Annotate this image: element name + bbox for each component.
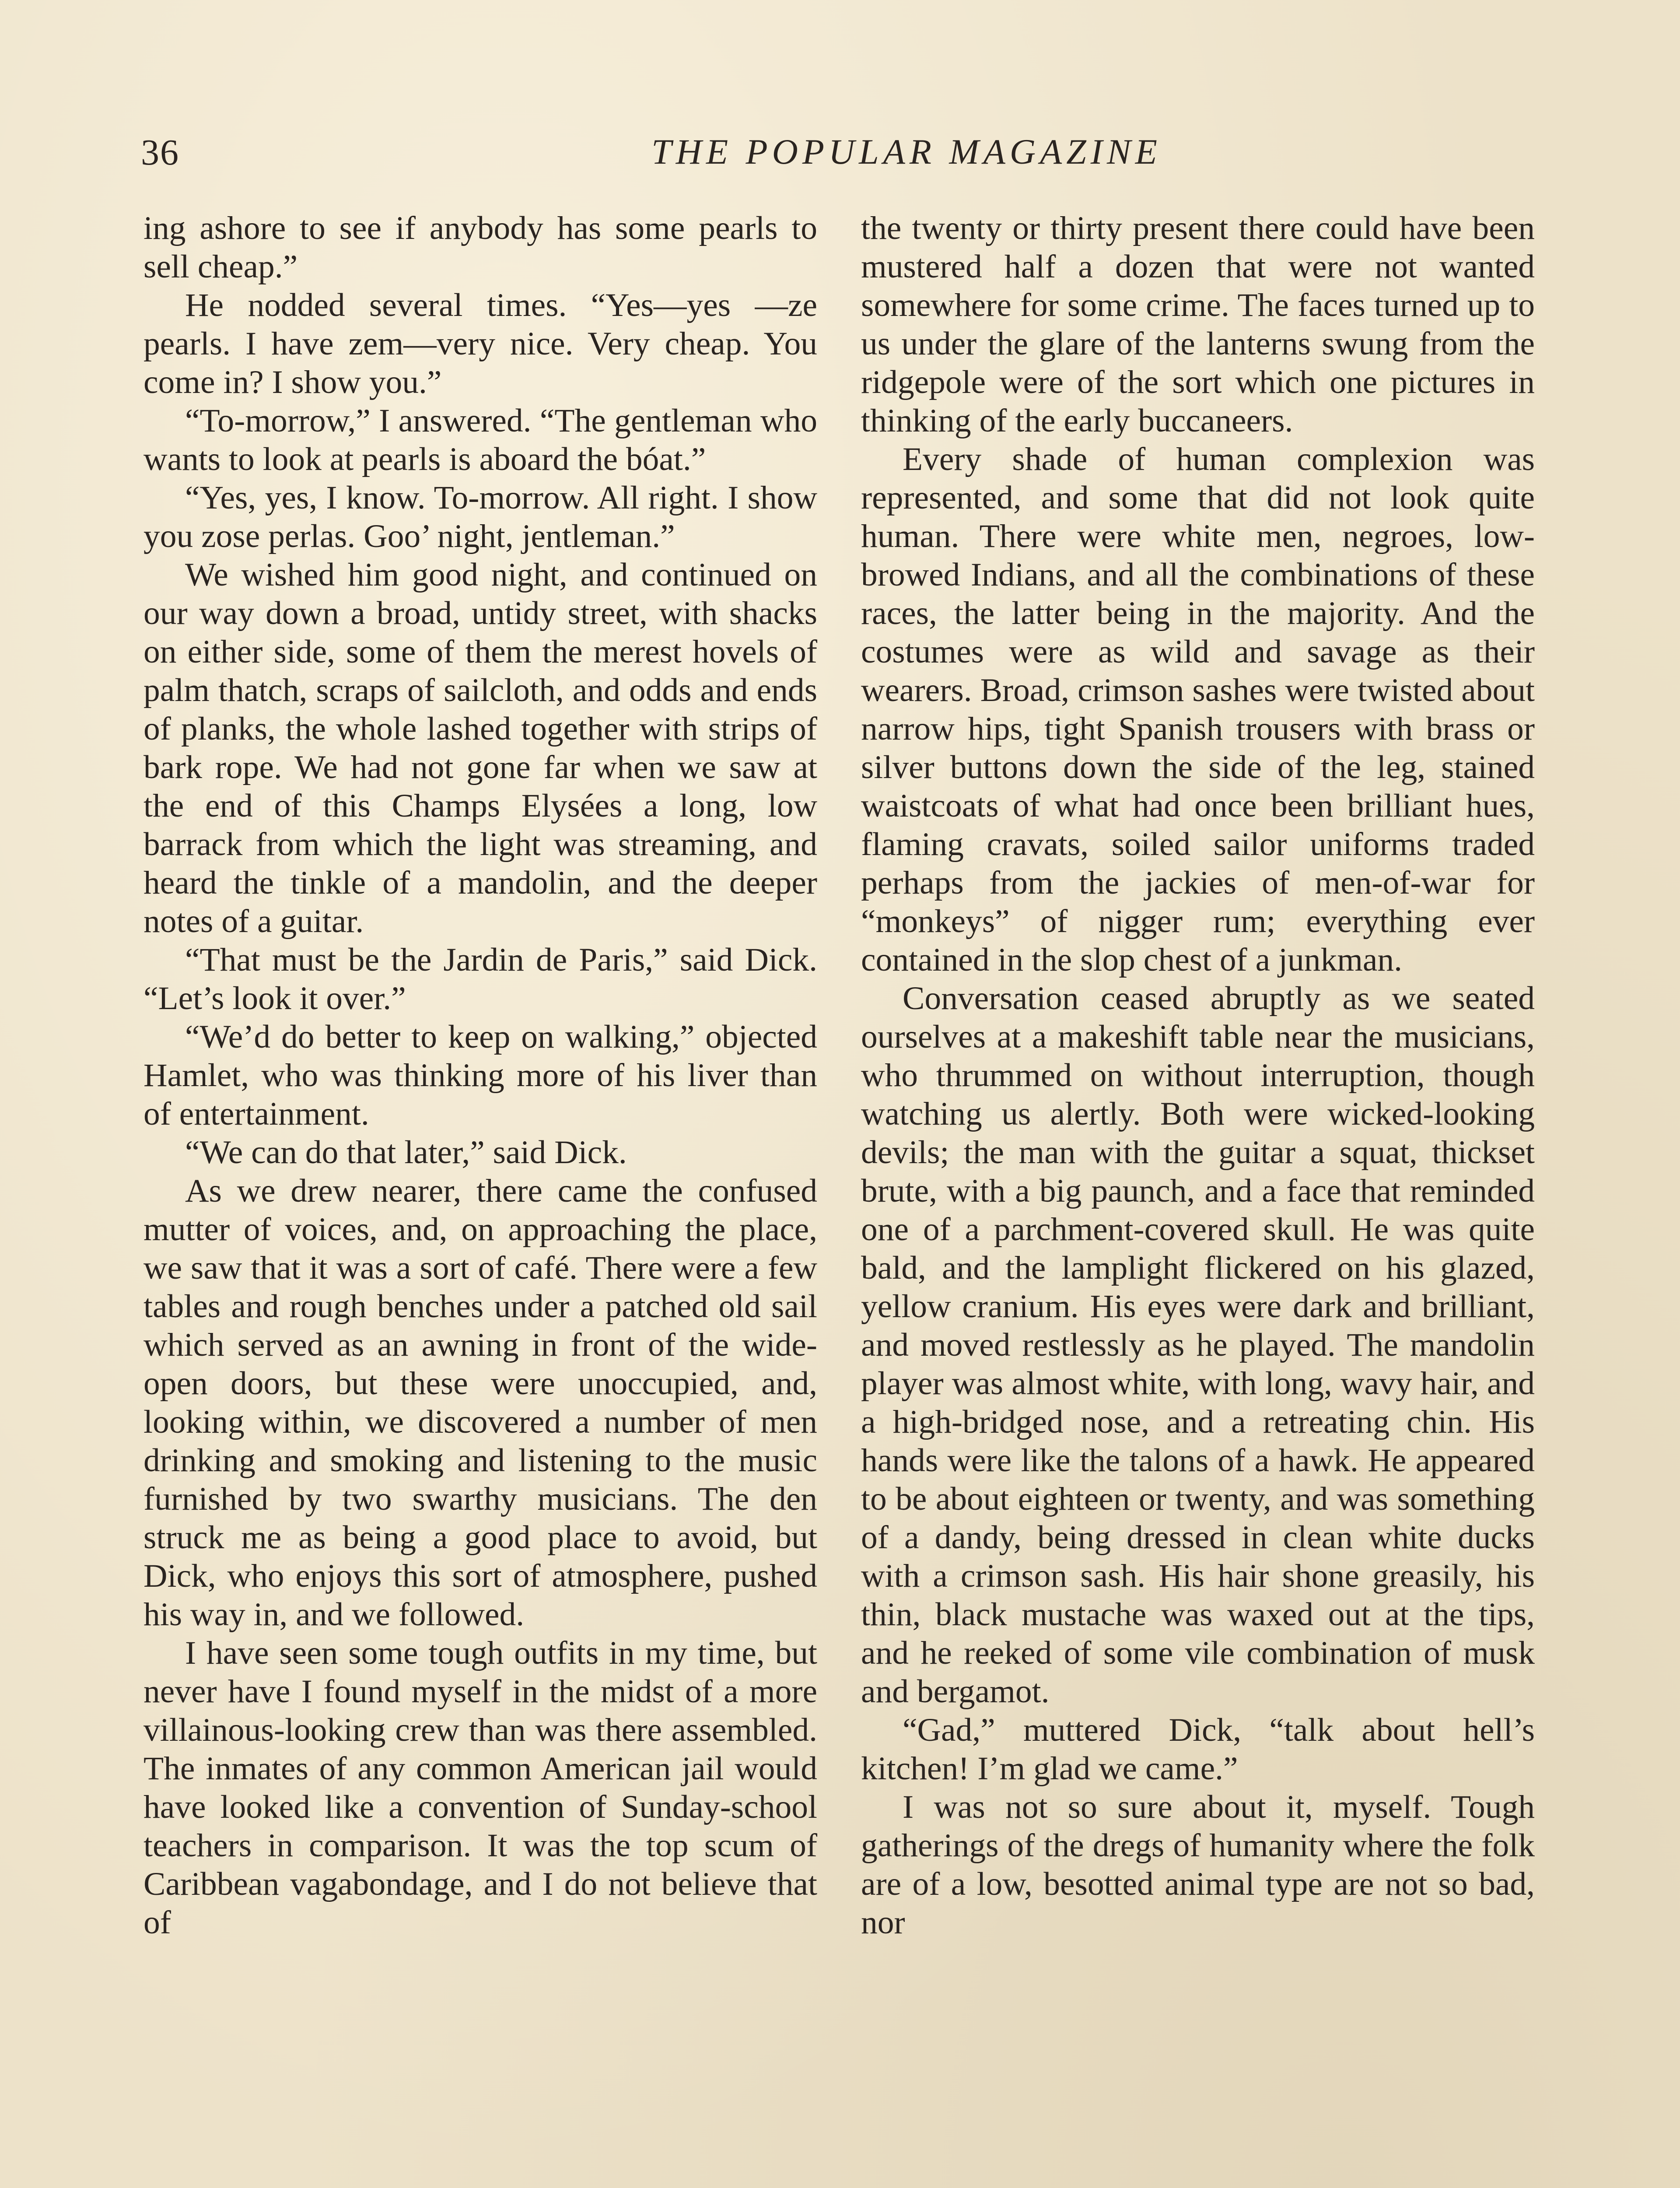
paragraph: Every shade of human complexion was represented, and some that did not look quite human. There were white men, negroes, low-browed Indians, and all the combinations of these races, the latter being in the majority. And the costumes were as wild and savage as their wearers. Broad, crimson sashes were twisted about narrow hips, tight Spanish trousers with brass or silver buttons down the side of the leg, stained waistcoats of what had once been brilliant hues, flaming cravats, soiled sailor uniforms traded perhaps from the jackies of men-of-war for “monkeys” of nigger rum; everything ever contained in the slop chest of a junkman. [861, 441, 1535, 978]
paragraph: “Gad,” muttered Dick, “talk about hell’s kitchen! I’m glad we came.” [861, 1712, 1535, 1787]
paragraph: “We’d do better to keep on walking,” objected Hamlet, who was thinking more of his liver than of entertainment. [144, 1019, 817, 1132]
paragraph: We wished him good night, and continued on our way down a broad, untidy street, with shacks on either side, some of them the merest hovels of palm thatch, scraps of sailcloth, and odds and ends of planks, the whole lashed together with strips of bark rope. We had not gone far when we saw at the end of this Champs Elysées a long, low barrack from which the light was streaming, and heard the tinkle of a mandolin, and the deeper notes of a guitar. [144, 557, 817, 940]
left-column [144, 209, 817, 1942]
paragraph: Conversation ceased abruptly as we seated ourselves at a makeshift table near the musicians, who thrummed on without interruption, though watching us alertly. Both were wicked-looking devils; the man with the guitar a squat, thickset brute, with a big paunch, and a face that reminded one of a parchment-covered skull. He was quite bald, and the lamplight flickered on his glazed, yellow cranium. His eyes were dark and brilliant, and moved restlessly as he played. The mandolin player was almost white, with long, wavy hair, and a high-bridged nose, and a retreating chin. His hands were like the talons of a hawk. He appeared to be about eighteen or twenty, and was something of a dandy, being dressed in clean white ducks with a crimson sash. His hair shone greasily, his thin, black mustache was waxed out at the tips, and he reeked of some vile combination of musk and bergamot. [861, 980, 1535, 1710]
paragraph: I have seen some tough outfits in my time, but never have I found myself in the midst of a more villainous-looking crew than was there assembled. The inmates of any common American jail would have looked like a convention of Sunday-school teachers in comparison. It was the top scum of Caribbean vagabondage, and I do not believe that of [144, 1635, 817, 1941]
page-number: 36 [141, 132, 179, 173]
right-column [861, 209, 1535, 1942]
paragraph: “That must be the Jardin de Paris,” said Dick. “Let’s look it over.” [144, 942, 817, 1017]
paragraph: I was not so sure about it, myself. Tough gatherings of the dregs of humanity where the folk are of a low, besotted animal type are not so bad, nor [861, 1789, 1535, 1941]
paragraph: “We can do that later,” said Dick. [185, 1134, 627, 1171]
paragraph: He nodded several times. “Yes—yes —ze pearls. I have zem—very nice. Very cheap. You come in? I show you.” [144, 287, 817, 400]
paragraph: “Yes, yes, I know. To-morrow. All right. I show you zose perlas. Goo’ night, jentleman.” [144, 480, 817, 554]
paragraph: the twenty or thirty present there could have been mustered half a dozen that were not wanted somewhere for some crime. The faces turned up to us under the glare of the lanterns swung from the ridgepole were of the sort which one pictures in thinking of the early buccaneers. [861, 210, 1535, 439]
paragraph: As we drew nearer, there came the confused mutter of voices, and, on approaching the place, we saw that it was a sort of café. There were a few tables and rough benches under a patched old sail which served as an awning in front of the wide-open doors, but these were unoccupied, and, looking within, we discovered a number of men drinking and smoking and listening to the music furnished by two swarthy musicians. The den struck me as being a good place to avoid, but Dick, who enjoys this sort of atmosphere, pushed his way in, and we followed. [144, 1173, 817, 1633]
page-header [141, 131, 1541, 184]
paragraph: “To-morrow,” I answered. “The gentleman who wants to look at pearls is aboard the bóat.” [144, 403, 817, 477]
paragraph: ing ashore to see if anybody has some pearls to sell cheap.” [144, 210, 817, 285]
running-title: THE POPULAR MAGAZINE [651, 132, 1162, 172]
